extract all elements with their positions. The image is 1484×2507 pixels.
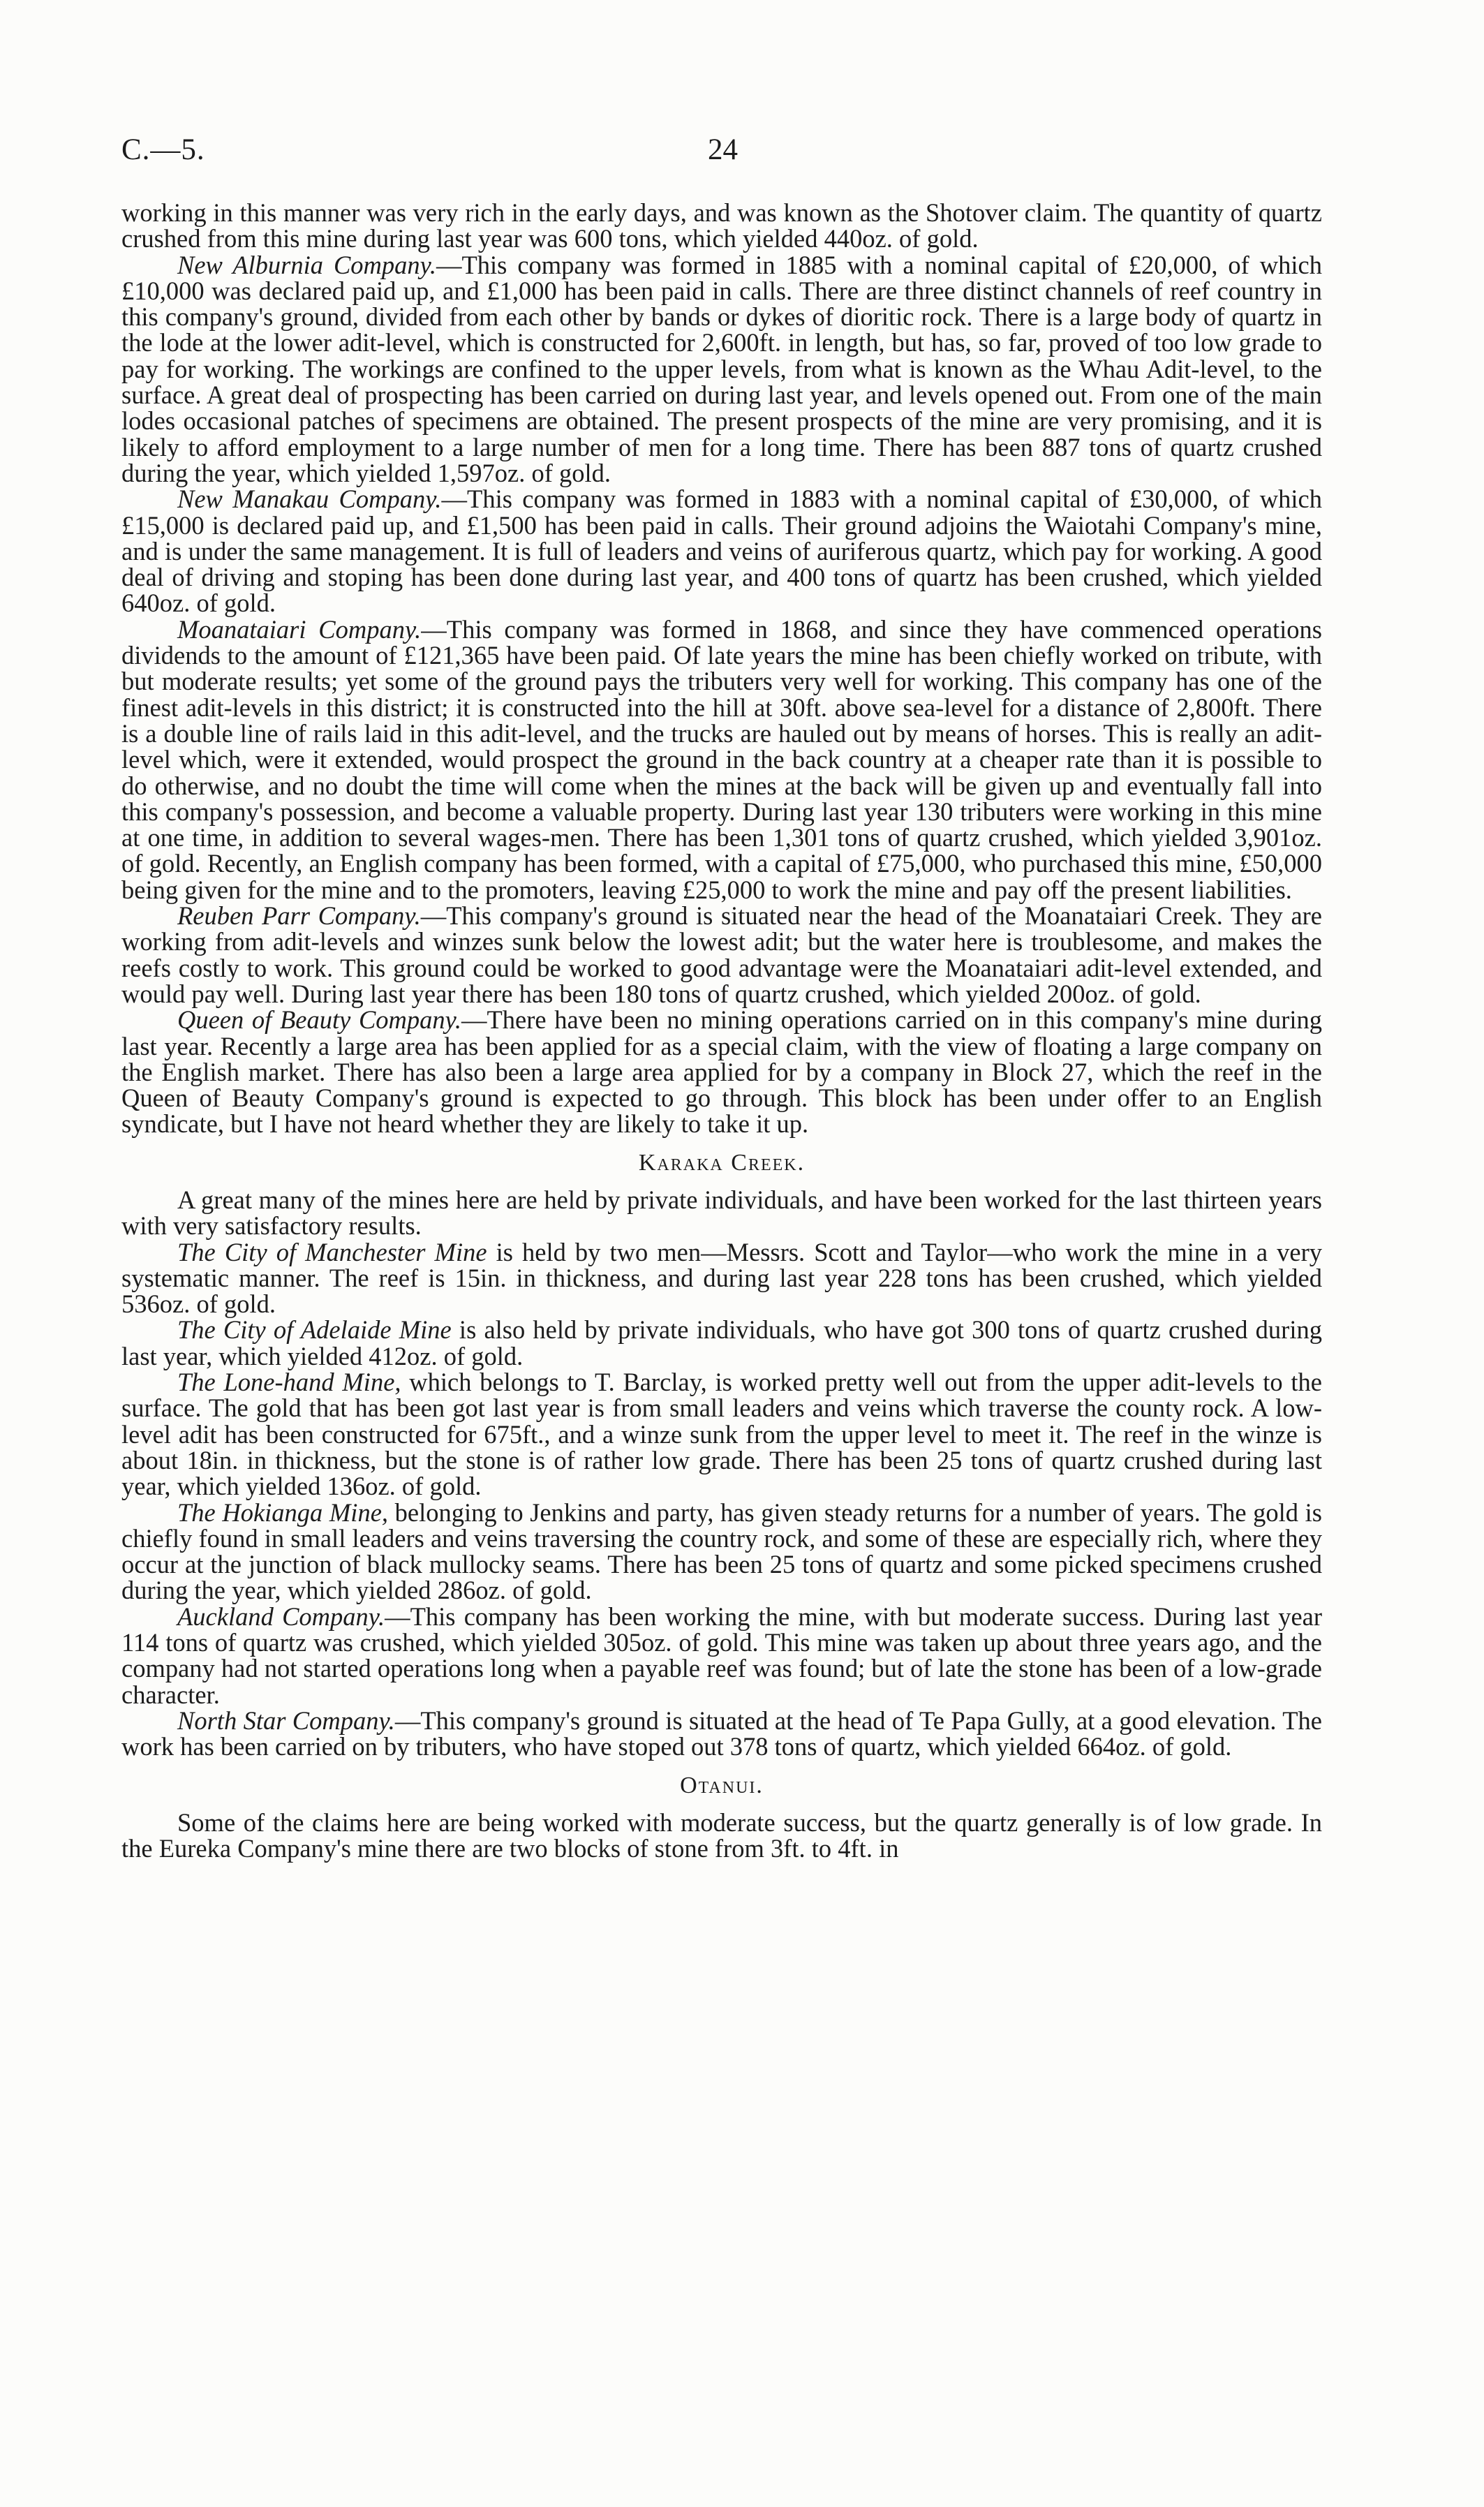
paragraph-hokianga: [121, 1497, 1322, 1605]
paragraph-text: —This company's ground is situated at the head of Te Papa Gully, at a good elevation. The work has been carried on by tributers, who have stoped out 378 tons of quartz, which yielded 664oz. of gold.: [121, 1706, 1322, 1761]
paragraph-lead: The City of Adelaide Mine: [177, 1315, 452, 1345]
paragraph-karaka-intro: [121, 1187, 1322, 1239]
paragraph-north-star: [121, 1708, 1322, 1760]
section-heading-karaka-creek: Karaka Creek.: [638, 1149, 806, 1176]
body-text: [121, 200, 1322, 1861]
parliamentary-paper-reference: C.—5.: [121, 133, 205, 166]
paragraph-text: Some of the claims here are being worked with moderate success, but the quartz generally is of low grade. In the Eureka Company's mine there are two blocks of stone from 3ft. to 4ft. in: [121, 1807, 1322, 1863]
paragraph-lead: The City of Manchester Mine: [177, 1237, 487, 1266]
paragraph-text: —This company's ground is situated near the head of the Moanataiari Creek. They are working from adit-levels and winzes sunk below the lowest adit; but the water here is troublesome, and makes the reefs costly to work. This ground could be worked to good advantage were the Moanataiari adit-level extended, and would pay well. During last year there has been 180 tons of quartz crushed, which yielded 200oz. of gold.: [121, 901, 1323, 1008]
page-header: [121, 133, 1322, 175]
section-heading-otanui: Otanui.: [680, 1772, 764, 1798]
paragraph-text: —This company was formed in 1883 with a nominal capital of £30,000, of which £15,000 is declared paid up, and £1,500 has been paid in calls. Their ground adjoins the Waiotahi Company's mine, and is under the same management. It is full of leaders and veins of auriferous quartz, which pay for working. A good deal of driving and stoping has been done during last year, and 400 tons of quartz has been crushed, which yielded 640oz. of gold.: [121, 485, 1322, 618]
paragraph-text: belonging to Jenkins and party, has given steady returns for a number of years. The gold is chiefly found in small leaders and veins traversing the country rock, and some of these are especially rich, where they occur at the junction of black mullocky seams. There has been 25 tons of quartz and some picked specimens crushed during the year, which yielded 286oz. of gold.: [121, 1497, 1322, 1605]
paragraph-lead: Reuben Parr Company.: [177, 901, 421, 931]
paragraph-auckland: [121, 1604, 1322, 1708]
paragraph-queen-of-beauty: [121, 1007, 1322, 1137]
page-number: 24: [708, 133, 738, 166]
paragraph-text: —This company has been working the mine, with but moderate success. During last year 114 tons of quartz was crushed, which yielded 305oz. of gold. This mine was taken up about three years ago, and the company had not started operations long when a payable reef was found; but of late the stone has been of a low-grade character.: [121, 1602, 1322, 1709]
paragraph-text: is also held by private individuals, who have got 300 tons of quartz crushed during last year, which yielded 412oz. of gold.: [121, 1315, 1322, 1370]
paragraph-lead: New Alburnia Company.: [177, 250, 436, 279]
paragraph-shotover-continuation: [121, 200, 1322, 252]
paragraph-new-manakau: [121, 486, 1322, 616]
paragraph-lead: The Lone-hand Mine,: [177, 1368, 401, 1397]
paragraph-otanui-intro: [121, 1807, 1322, 1863]
paragraph-lone-hand: [121, 1369, 1322, 1499]
paragraph-lead: Auckland Company.: [177, 1602, 385, 1631]
paragraph-text: —There have been no mining operations carried on in this company's mine during last year. Recently a large area has been applied for as a special claim, with the view of floating a large company on the English market. There has also been a large area applied for by a company in Block 27, which the reef in the Queen of Beauty Company's ground is expected to go through. This block has been under offer to an English syndicate, but I have not heard whether they are likely to take it up.: [121, 1005, 1322, 1139]
paragraph-reuben-parr: [121, 903, 1322, 1007]
paragraph-lead: Queen of Beauty Company.: [177, 1005, 461, 1035]
paragraph-new-alburnia: [121, 252, 1322, 487]
paragraph-lead: Moanataiari Company.: [177, 614, 422, 644]
paragraph-text: working in this manner was very rich in the early days, and was known as the Shotover claim. The quantity of quartz crushed from this mine during last year was 600 tons, which yielded 440oz. of gold.: [121, 198, 1322, 253]
paragraph-lead: New Manakau Company.: [177, 485, 442, 514]
paragraph-text: is held by two men—Messrs. Scott and Taylor—who work the mine in a very systematic manner. The reef is 15in. in thickness, and during last year 228 tons has been crushed, which yielded 536oz. of gold.: [121, 1237, 1322, 1319]
paragraph-moanataiari: [121, 616, 1322, 903]
paragraph-text: —This company was formed in 1868, and since they have commenced operations dividends to the amount of £121,365 have been paid. Of late years the mine has been chiefly worked on tribute, with but moderate results; yet some of the ground pays the tributers very well for working. This company has one of the finest adit-levels in this district; it is constructed into the hill at 30ft. above sea-level for a distance of 2,800ft. There is a double line of rails laid in this adit-level, and the trucks are hauled out by means of horses. This is really an adit-level which, were it extended, would prospect the ground in the back country at a cheaper rate than it is possible to do otherwise, and no doubt the time will come when the mines at the back will be given up and eventually fall into this company's possession, and become a valuable property. During last year 130 tributers were working in this mine at one time, in addition to several wages-men. There has been 1,301 tons of quartz crushed, which yielded 3,901oz. of gold. Recently, an English company has been formed, with a capital of £75,000, who purchased this mine, £50,000 being given for the mine and to the promoters, leaving £25,000 to work the mine and pay off the present liabilities.: [121, 614, 1322, 904]
paragraph-city-of-manchester: [121, 1239, 1322, 1317]
paragraph-text: —This company was formed in 1885 with a nominal capital of £20,000, of which £10,000 was declared paid up, and £1,000 has been paid in calls. There are three distinct channels of reef country in this company's ground, divided from each other by bands or dykes of dioritic rock. There is a large body of quartz in the lode at the lower adit-level, which is constructed for 2,600ft. in length, but has, so far, proved of too low grade to pay for working. The workings are confined to the upper levels, from what is known as the Whau Adit-level, to the surface. A great deal of prospecting has been carried on during last year, and levels opened out. From one of the main lodes occasional patches of specimens are obtained. The present prospects of the mine are very promising, and it is likely to afford employment to a large number of men for a long time. There has been 887 tons of quartz crushed during the year, which yielded 1,597oz. of gold.: [121, 250, 1322, 487]
paragraph-city-of-adelaide: [121, 1317, 1322, 1369]
paragraph-lead: The Hokianga Mine,: [177, 1497, 389, 1527]
paragraph-lead: North Star Company.: [177, 1706, 395, 1735]
paragraph-text: A great many of the mines here are held by private individuals, and have been worked for the last thirteen years with very satisfactory results.: [121, 1185, 1322, 1241]
paragraph-text: which belongs to T. Barclay, is worked pretty well out from the upper adit-levels to the surface. The gold that has been got last year is from small leaders and veins which traverse the county rock. A low-level adit has been constructed for 675ft., and a winze sunk from the upper level to meet it. The reef in the winze is about 18in. in thickness, but the stone is of rather low grade. There has been 25 tons of quartz crushed during last year, which yielded 136oz. of gold.: [121, 1368, 1322, 1501]
